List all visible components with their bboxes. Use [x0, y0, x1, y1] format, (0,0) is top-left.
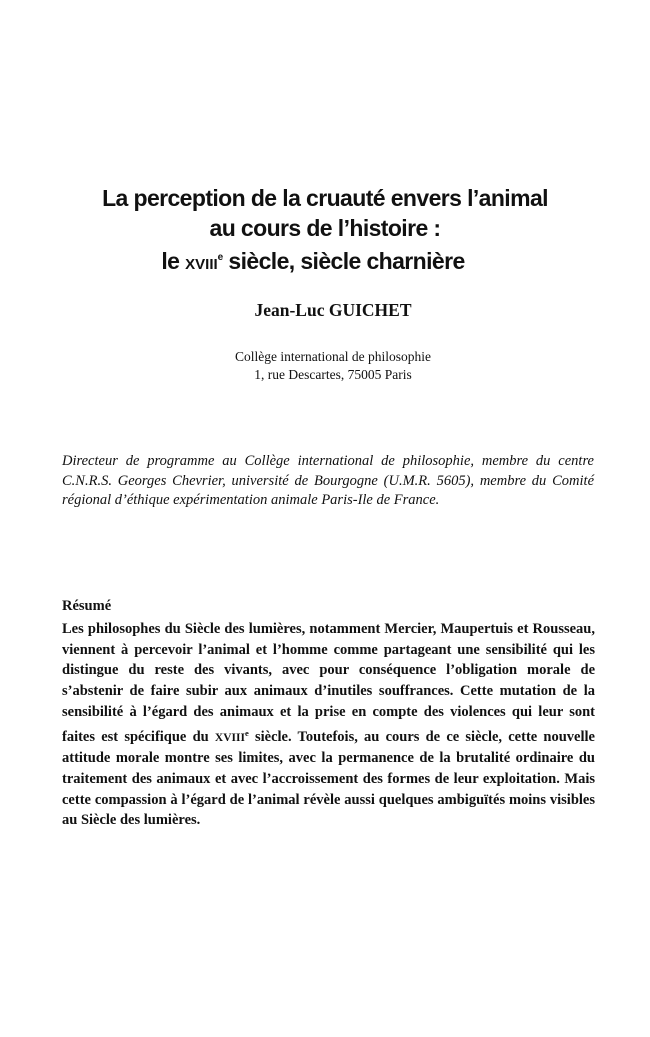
abstract-text-part-2: siècle. Toutefois, au cours de ce siècle, cette nouvelle attitude morale montre ses limites, avec la permanence de la brutalité ordinaire du traitement des animaux et avec l’accroissement des formes de leur exploitation. Mais cette compassion à l’égard de l’animal révèle aussi quelques ambiguïtés moins visibles au Siècle des lumières.	[62, 728, 595, 829]
abstract-century-superscript: e	[244, 727, 249, 738]
title-line-3-suffix: siècle, siècle charnière	[222, 248, 465, 274]
abstract-text-part-1: Les philosophes du Siècle des lumières, notamment Mercier, Maupertuis et Rousseau, viennent à percevoir l’animal et l’homme comme partageant une sensibilité qui les distingue du reste des vivants, avec pour conséquence l’obligation morale de s’abstenir de faire subir aux animaux d’inutiles souffrances. Cette mutation de la sensibilité à l’égard des animaux et la prise en compte des violences qui leur sont faites est spécifique du	[62, 621, 595, 745]
abstract-heading: Résumé	[62, 598, 112, 614]
title-line-2: au cours de l’histoire :	[209, 215, 441, 241]
author-affiliation	[0, 348, 650, 384]
affiliation-institution: Collège international de philosophie	[234, 349, 432, 364]
abstract-century: XVIII	[214, 731, 245, 744]
title-line-1: La perception de la cruauté envers l’animal	[102, 185, 548, 211]
author-note: Directeur de programme au Collège international de philosophie, membre du centre C.N.R.S. Georges Chevrier, université de Bourgogne (U.M.R. 5605), membre du Comité régional d’éthique expérimentation animale Paris-Ile de France.	[62, 453, 594, 508]
title-century-superscript: e	[217, 252, 223, 263]
title-line-3-prefix: le	[161, 248, 186, 274]
title-century: XVIII	[185, 256, 218, 273]
title-line-3	[0, 243, 650, 280]
author-name: Jean-Luc GUICHET	[254, 300, 412, 320]
abstract-text	[62, 619, 595, 831]
article-title	[0, 183, 650, 280]
affiliation-address: 1, rue Descartes, 75005 Paris	[254, 367, 412, 382]
